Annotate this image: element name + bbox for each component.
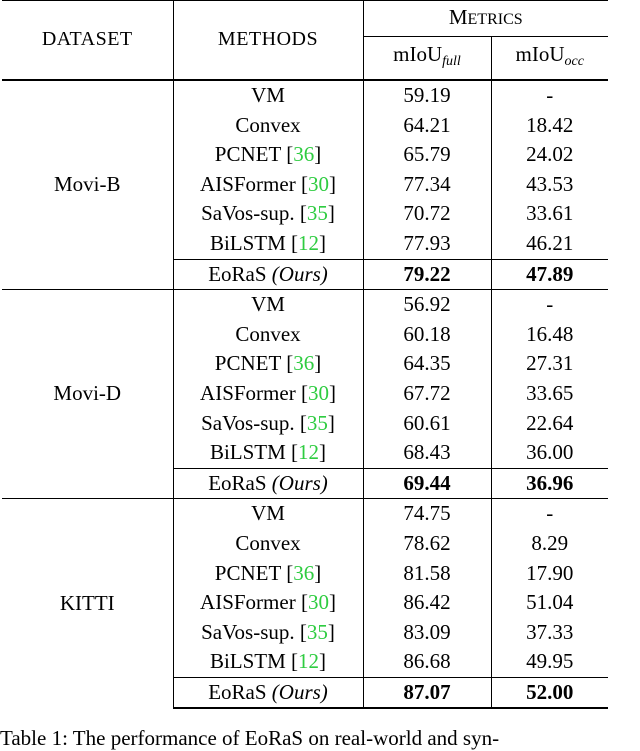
miou-full-value: 69.44 [363,468,491,499]
method-name: EoRaS [208,470,272,495]
ours-label: (Ours) [271,679,328,704]
method-name: BiLSTM [209,649,292,674]
miou-full-value: 70.72 [363,199,491,229]
method-name: SaVos-sup. [201,410,300,435]
method-cell [173,529,363,559]
method-name: SaVos-sup. [201,619,300,644]
citation-link[interactable]: 12 [298,649,320,674]
miou-occ-value: 27.31 [526,351,574,376]
results-table-figure [2,0,608,709]
miou-full-value: 68.43 [363,438,491,468]
table-caption: Table 1: The performance of EoRaS on real-world and syn- [0,726,500,750]
method-cell: AISFormer [30] [173,379,363,409]
method-name: EoRaS [208,261,272,286]
citation-link[interactable]: 30 [307,171,329,196]
method-name: VM [251,501,285,526]
method-cell [173,499,363,529]
miou-occ-value: 33.65 [526,380,574,405]
header-row-1 [2,1,608,37]
miou-full-value: 83.09 [363,618,491,648]
method-cell [173,259,363,290]
miou-occ-value: 36.96 [491,468,608,499]
results-table [2,0,608,709]
miou-full-value: 77.34 [363,170,491,200]
miou-full-value: 67.72 [363,379,491,409]
citation-link[interactable]: 36 [293,351,315,376]
method-name: PCNET [214,351,287,376]
method-name: AISFormer [200,590,301,615]
citation-link[interactable]: 35 [306,410,328,435]
miou-full-value: 59.19 [363,80,491,111]
method-name: PCNET [214,142,287,167]
method-cell: BiLSTM [12] [173,438,363,468]
method-name: EoRaS [208,679,272,704]
miou-occ-value: 22.64 [526,410,574,435]
miou-occ-value: - [491,290,608,320]
miou-occ-value: 47.89 [491,259,608,290]
ours-label: (Ours) [271,261,328,286]
miou-full-value: 86.68 [363,647,491,677]
method-cell [173,468,363,499]
citation-link[interactable]: 12 [298,440,320,465]
miou-full-value: 60.61 [363,409,491,439]
miou-full-value: 87.07 [363,677,491,708]
method-name: VM [251,292,285,317]
miou-occ-header: mIoU$_{occ}$ [491,37,608,81]
miou-full-value: 65.79 [363,140,491,170]
miou-occ-value: 46.21 [526,230,574,255]
method-cell [173,677,363,708]
method-name: AISFormer [200,171,301,196]
dataset-cell: Movi-D [2,290,173,499]
miou-occ-value: 17.90 [526,560,574,585]
miou-full-value: 86.42 [363,588,491,618]
method-cell: PCNET [36] [173,349,363,379]
method-cell: AISFormer [30] [173,588,363,618]
miou-full-value: 78.62 [363,529,491,559]
miou-occ-value: - [491,499,608,529]
method-name: PCNET [214,560,287,585]
miou-occ-value: 51.04 [526,590,574,615]
citation-link[interactable]: 12 [298,230,320,255]
miou-occ-value: 18.42 [526,112,574,137]
method-cell: SaVos-sup. [35] [173,409,363,439]
methods-header-text: METHODS [217,28,319,51]
method-name: Convex [235,321,301,346]
method-cell [173,80,363,111]
miou-occ-value: 49.95 [526,649,574,674]
method-cell: SaVos-sup. [35] [173,618,363,648]
method-cell [173,320,363,350]
method-cell [173,111,363,141]
dataset-header: DATASET [2,1,173,81]
method-name: BiLSTM [209,440,292,465]
miou-full-value: 79.22 [363,259,491,290]
method-name: BiLSTM [209,230,292,255]
method-cell: AISFormer [30] [173,170,363,200]
ours-label: (Ours) [271,470,328,495]
miou-occ-value: 43.53 [526,171,574,196]
miou-occ-value: 16.48 [526,321,574,346]
miou-full-value: 77.93 [363,229,491,259]
methods-header [173,1,363,81]
method-name: Convex [235,530,301,555]
method-cell: SaVos-sup. [35] [173,199,363,229]
table-row [2,499,608,529]
method-name: SaVos-sup. [201,201,300,226]
table-row [2,290,608,320]
citation-link[interactable]: 36 [293,142,315,167]
miou-occ-value: 37.33 [526,619,574,644]
citation-link[interactable]: 36 [293,560,315,585]
method-name: VM [251,83,285,107]
miou-full-value: 64.21 [363,111,491,141]
citation-link[interactable]: 30 [307,380,329,405]
miou-occ-value: 24.02 [526,142,574,167]
miou-occ-value: 36.00 [526,440,574,465]
method-cell: PCNET [36] [173,559,363,589]
results-body [2,80,608,708]
method-cell [173,290,363,320]
method-cell: BiLSTM [12] [173,229,363,259]
citation-link[interactable]: 30 [307,590,329,615]
method-name: AISFormer [200,380,301,405]
miou-occ-value: 33.61 [526,201,574,226]
dataset-cell: Movi-B [2,80,173,290]
miou-full-value: 74.75 [363,499,491,529]
miou-full-value: 64.35 [363,349,491,379]
miou-full-value: 81.58 [363,559,491,589]
miou-full-header: mIoU$_{full}$ [363,37,491,81]
miou-full-value: 56.92 [363,290,491,320]
method-cell: PCNET [36] [173,140,363,170]
method-name: Convex [235,112,301,137]
miou-full-value: 60.18 [363,320,491,350]
dataset-cell: KITTI [2,499,173,709]
method-cell: BiLSTM [12] [173,647,363,677]
miou-occ-value: 8.29 [531,530,569,555]
table-row [2,80,608,111]
miou-occ-value: 52.00 [491,677,608,708]
metrics-header: METRICS [363,1,608,37]
citation-link[interactable]: 35 [306,201,328,226]
citation-link[interactable]: 35 [306,619,328,644]
miou-occ-value: - [546,83,554,107]
